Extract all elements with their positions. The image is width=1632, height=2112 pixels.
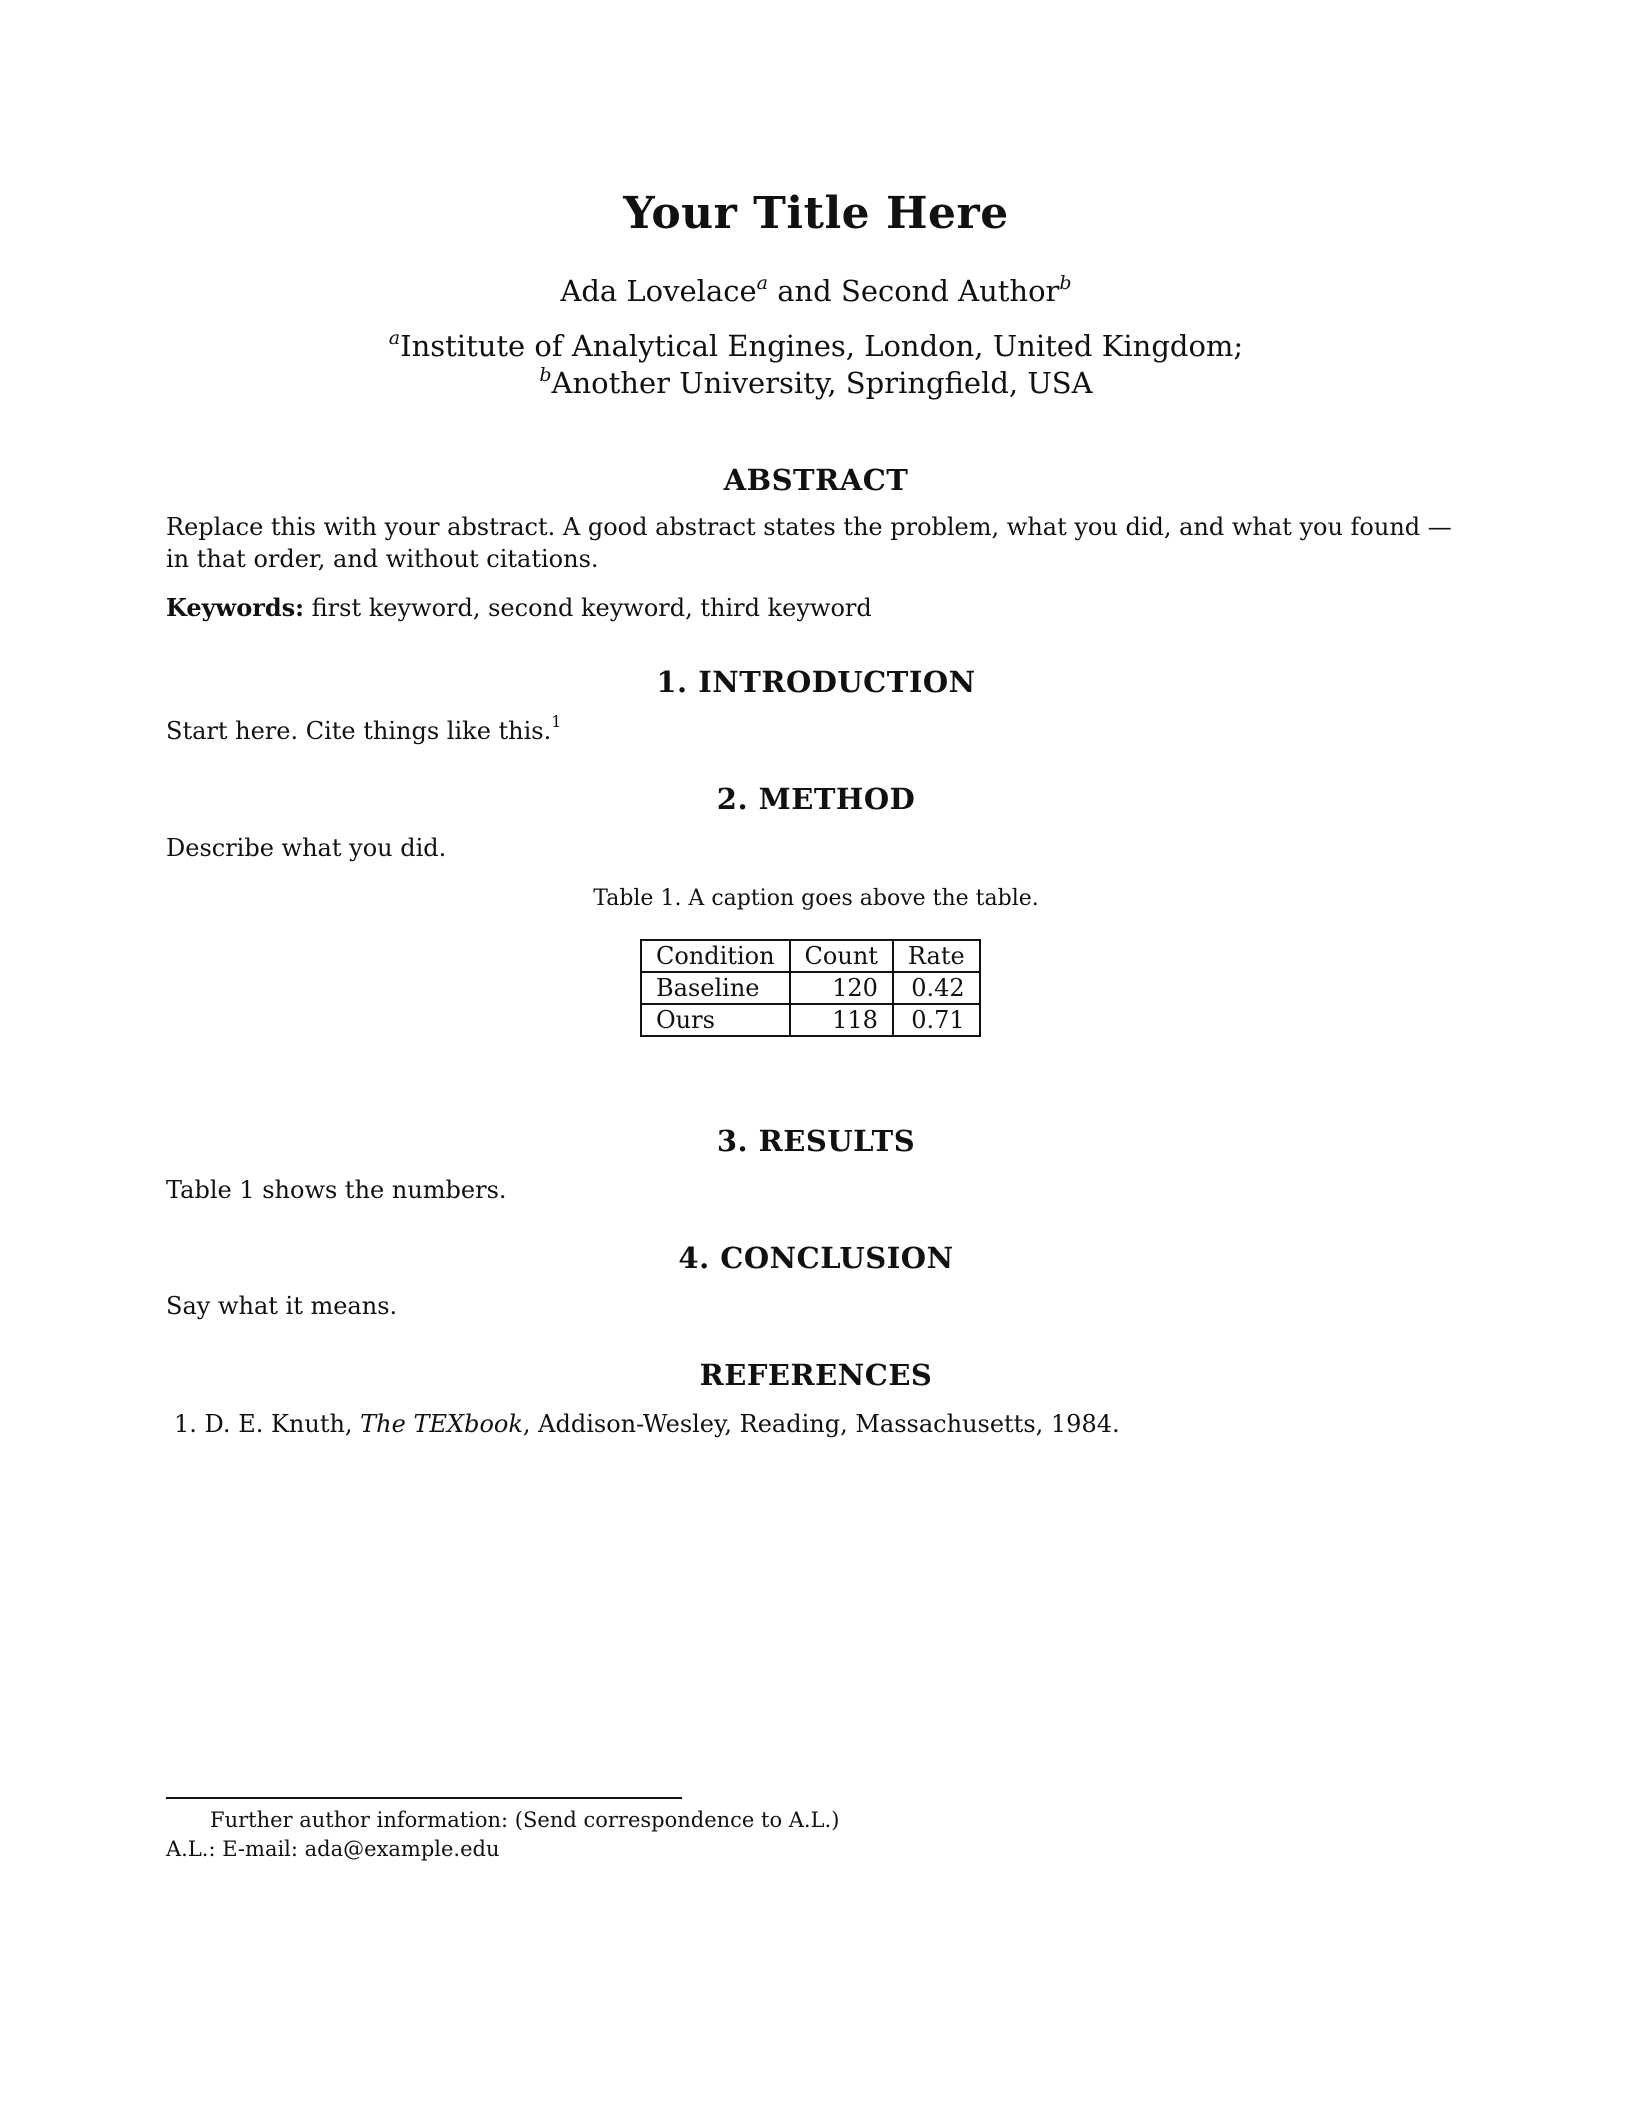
results-table <box>640 939 981 1037</box>
table-header-cell: Rate <box>893 940 980 972</box>
footnote-line: Further author information: (Send correspondence to A.L.) <box>210 1808 840 1832</box>
table-cell: Ours <box>641 1004 790 1036</box>
reference-title: The TEXbook <box>360 1410 523 1438</box>
affiliation-text: Another University, Springfield, USA <box>551 366 1093 400</box>
abstract-heading: ABSTRACT <box>723 463 909 497</box>
reference-authors: D. E. Knuth, <box>204 1410 361 1438</box>
reference-details: , Addison-Wesley, Reading, Massachusetts, 1984. <box>522 1410 1120 1438</box>
footnote-email-line: A.L.: E-mail: ada@example.edu <box>166 1837 500 1861</box>
author-name: Second Author <box>840 274 1060 308</box>
affiliation-mark: b <box>539 364 552 386</box>
table-cell: 120 <box>790 972 893 1004</box>
table-cell: 0.71 <box>893 1004 980 1036</box>
table-caption: Table 1. A caption goes above the table. <box>593 886 1039 911</box>
table-cell: 118 <box>790 1004 893 1036</box>
table-row <box>641 1004 980 1036</box>
affiliation-mark: a <box>756 272 768 294</box>
affiliations <box>0 328 1632 402</box>
section-text-method: Describe what you did. <box>166 834 447 862</box>
table-row <box>641 972 980 1004</box>
section-text-introduction <box>166 712 1466 747</box>
affiliation-mark: b <box>1059 272 1072 294</box>
affiliation-line <box>0 328 1632 365</box>
footnote-rule <box>166 1797 682 1799</box>
author-conjunction: and <box>767 274 841 308</box>
table-header-cell: Count <box>790 940 893 972</box>
section-heading-conclusion: 4. CONCLUSION <box>678 1241 954 1275</box>
table-header-cell: Condition <box>641 940 790 972</box>
keywords-label: Keywords: <box>166 593 305 622</box>
keywords-text: first keyword, second keyword, third keyword <box>311 594 872 622</box>
section-heading-results: 3. RESULTS <box>716 1124 916 1158</box>
author-list <box>0 274 1632 308</box>
author-name: Ada Lovelace <box>560 274 757 308</box>
table-header-row <box>641 940 980 972</box>
citation-mark: 1 <box>551 712 562 731</box>
table-cell: Baseline <box>641 972 790 1004</box>
affiliation-line <box>0 365 1632 402</box>
references-heading: REFERENCES <box>699 1358 933 1392</box>
paper-title: Your Title Here <box>623 188 1009 239</box>
reference-item <box>174 1410 1120 1438</box>
section-heading-introduction: 1. INTRODUCTION <box>656 665 976 699</box>
intro-text: Start here. Cite things like this. <box>166 717 552 745</box>
section-text-conclusion: Say what it means. <box>166 1292 398 1320</box>
section-text-results: Table 1 shows the numbers. <box>166 1176 507 1204</box>
keywords-line <box>166 592 1466 624</box>
abstract-text: Replace this with your abstract. A good abstract states the problem, what you did, and what you found — in that order, and without citations. <box>166 513 1452 573</box>
reference-number: 1. <box>174 1410 197 1438</box>
affiliation-text: Institute of Analytical Engines, London, United Kingdom; <box>400 329 1244 363</box>
table-cell: 0.42 <box>893 972 980 1004</box>
affiliation-mark: a <box>388 327 401 349</box>
section-heading-method: 2. METHOD <box>716 782 916 816</box>
